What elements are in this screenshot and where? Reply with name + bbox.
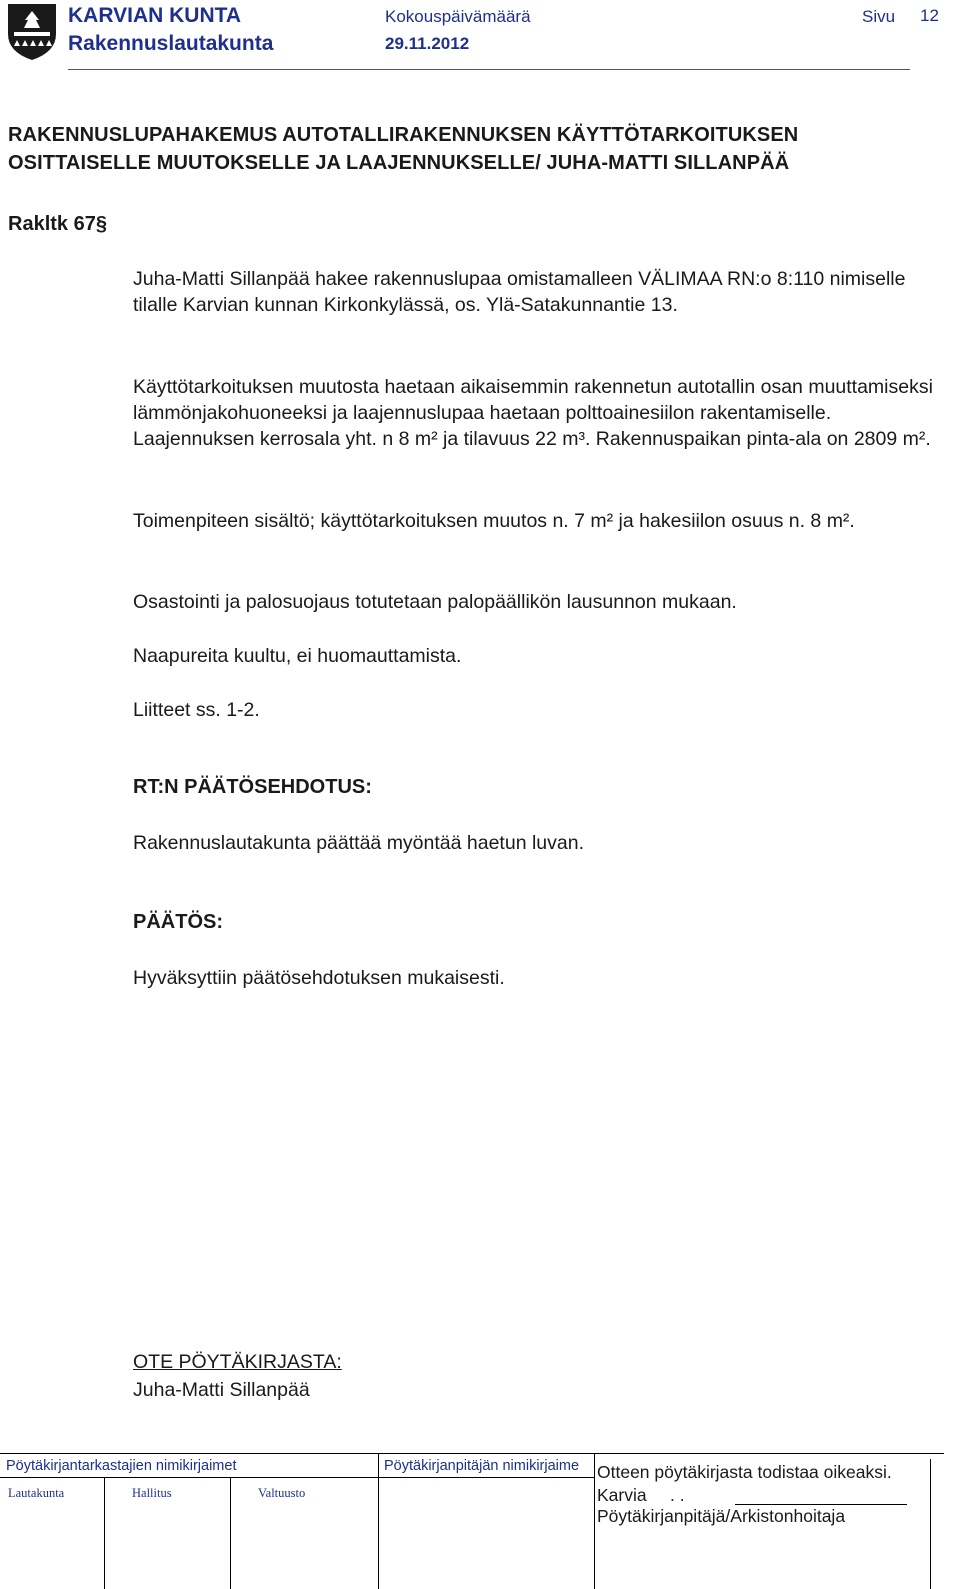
footer-top-rule — [0, 1453, 944, 1454]
document-title-line-1: RAKENNUSLUPAHAKEMUS AUTOTALLIRAKENNUKSEN KÄYTTÖTARKOITUKSEN — [8, 124, 799, 146]
decision-heading: PÄÄTÖS: — [133, 911, 223, 933]
paragraph-fire-protection: Osastointi ja palosuojaus totutetaan palopäällikön lausunnon mukaan. — [133, 591, 737, 613]
paragraph-application: Juha-Matti Sillanpää hakee rakennuslupaa omistamalleen VÄLIMAA RN:o 8:110 nimiselle tilalle Karvian kunnan Kirkonkylässä, os. Ylä-Satakunnantie 13. — [133, 268, 906, 316]
footer-mid-rule — [0, 1477, 594, 1478]
paragraph-attachments: Liitteet ss. 1-2. — [133, 699, 260, 721]
column-valtuusto: Valtuusto — [258, 1486, 306, 1500]
paragraph-neighbours: Naapureita kuultu, ei huomauttamista. — [133, 645, 462, 667]
proposal-text: Rakennuslautakunta päättää myöntää haetun luvan. — [133, 832, 584, 854]
proposal-heading: RT:N PÄÄTÖSEHDOTUS: — [133, 776, 372, 798]
footer-divider-2 — [230, 1477, 231, 1589]
secretary-initials-label: Pöytäkirjanpitäjän nimikirjaime — [384, 1458, 580, 1474]
certification-statement: Otteen pöytäkirjasta todistaa oikeaksi. — [597, 1462, 892, 1482]
checkers-initials-label: Pöytäkirjantarkastajien nimikirjaimet — [6, 1458, 237, 1474]
decision-text: Hyväksyttiin päätösehdotuksen mukaisesti. — [133, 967, 505, 989]
document-title-line-2: OSITTAISELLE MUUTOKSELLE JA LAAJENNUKSELLE/ JUHA-MATTI SILLANPÄÄ — [8, 152, 790, 174]
certification-role: Pöytäkirjanpitäjä/Arkistonhoitaja — [597, 1506, 846, 1526]
page-label: Sivu — [862, 7, 896, 26]
header-rule — [68, 69, 910, 70]
column-lautakunta: Lautakunta — [8, 1486, 65, 1500]
paragraph-measure-content: Toimenpiteen sisältö; käyttötarkoituksen muutos n. 7 m² ja hakesiilon osuus n. 8 m². — [133, 510, 855, 532]
column-hallitus: Hallitus — [132, 1486, 172, 1500]
paragraph-usage-change: Käyttötarkoituksen muutosta haetaan aikaisemmin rakennetun autotallin osan muuttamiseksi lämmönjakohuoneeksi ja laajennuslupaa haetaan polttoainesiilon rakentamiselle. Laajennuksen kerrosala yht. n 8 m² ja tilavuus 22 m³. Rakennuspaikan pinta-ala on 2809 m². — [133, 376, 933, 450]
section-reference: Rakltk 67§ — [8, 213, 107, 235]
footer-divider-1 — [104, 1477, 105, 1589]
certification-date-dots: . . — [670, 1485, 685, 1505]
extract-heading: OTE PÖYTÄKIRJASTA: — [133, 1351, 342, 1373]
board-name: Rakennuslautakunta — [68, 32, 274, 55]
page-number: 12 — [920, 6, 939, 25]
meeting-date-label: Kokouspäivämäärä — [385, 7, 531, 26]
meeting-date: 29.11.2012 — [385, 34, 470, 53]
municipal-crest-logo — [6, 2, 58, 62]
extract-recipient: Juha-Matti Sillanpää — [133, 1379, 310, 1401]
footer-divider-4 — [594, 1453, 595, 1589]
signature-line — [735, 1504, 907, 1505]
footer-divider-5 — [930, 1459, 931, 1589]
certification-place: Karvia — [597, 1485, 647, 1505]
organization-name: KARVIAN KUNTA — [68, 4, 242, 27]
footer-divider-3 — [378, 1453, 379, 1589]
